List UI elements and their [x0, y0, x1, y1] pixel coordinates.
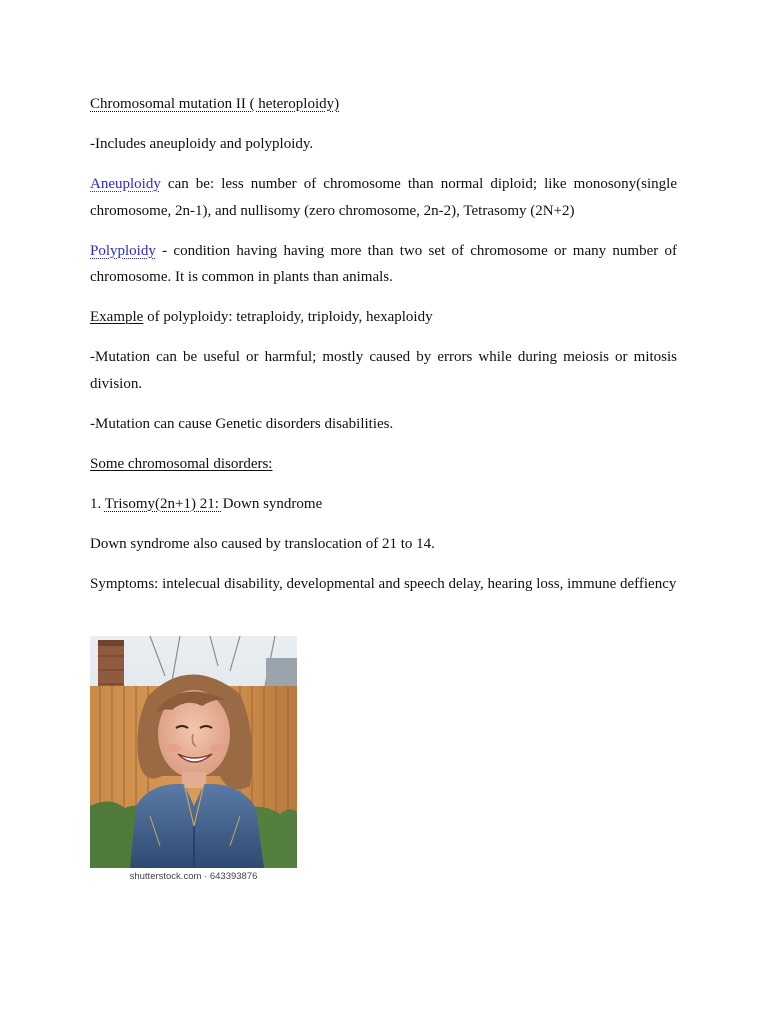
polyploidy-description: - condition having having more than two set of chromosome or many number of chromosome. It is common in plants than animals.: [90, 242, 677, 285]
mutation-useful-paragraph: -Mutation can be useful or harmful; mostly caused by errors while during meiosis or mitosis division.: [90, 349, 677, 392]
trisomy-name: Down syndrome: [222, 495, 323, 512]
includes-paragraph: -Includes aneuploidy and polyploidy.: [90, 136, 314, 152]
polyploidy-paragraph: [90, 238, 677, 291]
polyploidy-link[interactable]: Polyploidy: [90, 242, 156, 259]
example-text: of polyploidy: tetraploidy, triploidy, hexaploidy: [143, 309, 433, 325]
trisomy-number: 1.: [90, 495, 105, 512]
example-paragraph: [90, 304, 677, 331]
aneuploidy-link[interactable]: Aneuploidy: [90, 176, 161, 192]
document-title-paragraph: [90, 91, 677, 118]
trisomy-label: Trisomy(2n+1) 21:: [104, 495, 223, 512]
photo-figure: [90, 636, 297, 888]
translocation-paragraph: Down syndrome also caused by translocation of 21 to 14.: [90, 535, 435, 552]
trisomy-paragraph: [90, 491, 677, 518]
photo-illustration: [90, 636, 297, 868]
mutation-genetic-paragraph: -Mutation can cause Genetic disorders disabilities.: [90, 415, 394, 432]
disorders-heading: Some chromosomal disorders:: [90, 455, 273, 472]
aneuploidy-paragraph: [90, 171, 677, 224]
example-label: Example: [90, 309, 144, 325]
document-title: Chromosomal mutation II ( heteroploidy): [90, 96, 340, 112]
disorders-heading-paragraph: [90, 451, 677, 478]
symptoms-paragraph: Symptoms: intelecual disability, developmental and speech delay, hearing loss, immune deffiency: [90, 575, 677, 592]
photo-credit: shutterstock.com · 643393876: [129, 871, 258, 882]
down-syndrome-photo: [90, 636, 297, 868]
document-body: [90, 91, 677, 611]
aneuploidy-description: can be: less number of chromosome than normal diploid; like monosony(single chromosome, 2n-1), and nullisomy (zero chromosome, 2n-2), Tetrasomy (2N+2): [90, 176, 677, 219]
